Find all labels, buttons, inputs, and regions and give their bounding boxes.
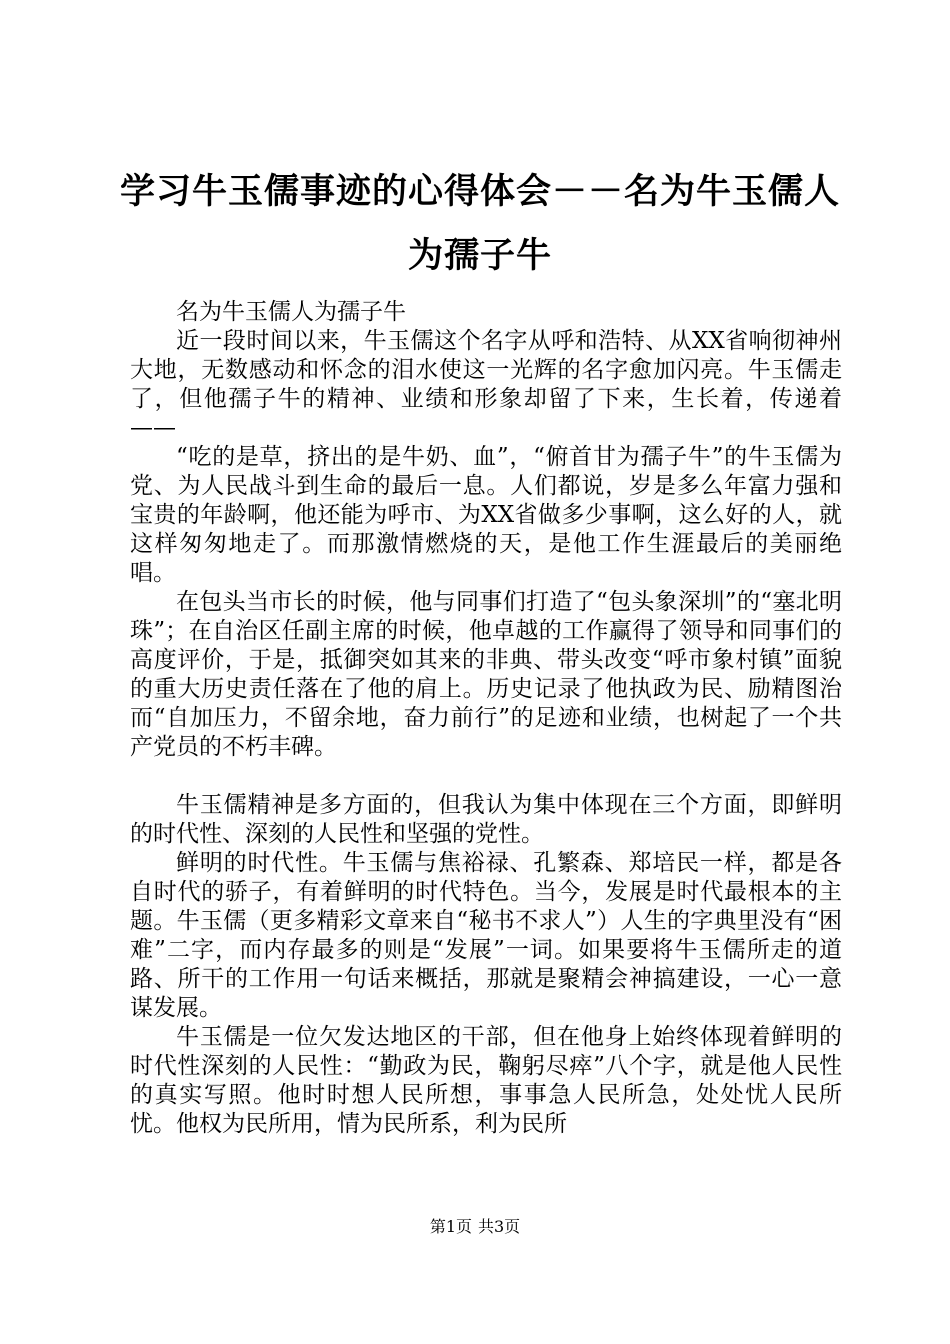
body-paragraph: 鲜明的时代性。牛玉儒与焦裕禄、孔繁森、郑培民一样，都是各自时代的骄子，有着鲜明的时代特色。当今，发展是时代最根本的主题。牛玉儒（更多精彩文章来自“秘书不求人”）人生的字典里没有“困难”二字，而内存最多的则是“发展”一词。如果要将牛玉儒所走的道路、所干的工作用一句话来概括，那就是聚精会神搞建设，一心一意谋发展。 bbox=[130, 850, 842, 1021]
body-paragraph: “吃的是草，挤出的是牛奶、血”，“俯首甘为孺子牛”的牛玉儒为党、为人民战斗到生命的最后一息。人们都说，岁是多么年富力强和宝贵的年龄啊，他还能为呼市、为XX省做多少事啊，这么好的人，就这样匆匆地走了。而那激情燃烧的天，是他工作生涯最后的美丽绝唱。 bbox=[130, 444, 842, 586]
page-total: 共3页 bbox=[478, 1217, 521, 1236]
page-footer bbox=[0, 1217, 950, 1237]
body-paragraph: 近一段时间以来，牛玉儒这个名字从呼和浩特、从XX省响彻神州大地，无数感动和怀念的泪水使这一光辉的名字愈加闪亮。牛玉儒走了，但他孺子牛的精神、业绩和形象却留了下来，生长着，传递着—— bbox=[130, 328, 842, 441]
document-title bbox=[110, 160, 850, 288]
title-line-1: 学习牛玉儒事迹的心得体会－－名为牛玉儒人 bbox=[119, 172, 840, 212]
subtitle-paragraph: 名为牛玉儒人为孺子牛 bbox=[176, 299, 406, 325]
page-number: 第1页 bbox=[429, 1217, 472, 1236]
title-line-2: 为孺子牛 bbox=[407, 236, 552, 276]
body-paragraph: 牛玉儒精神是多方面的，但我认为集中体现在三个方面，即鲜明的时代性、深刻的人民性和坚强的党性。 bbox=[130, 792, 842, 847]
blank-line bbox=[130, 762, 842, 791]
body-paragraph: 在包头当市长的时候，他与同事们打造了“包头象深圳”的“塞北明珠”；在自治区任副主席的时候，他卓越的工作赢得了领导和同事们的高度评价，于是，抵御突如其来的非典、带头改变“呼市象村镇”面貌的重大历史责任落在了他的肩上。历史记录了他执政为民、励精图治而“自加压力，不留余地，奋力前行”的足迹和业绩，也树起了一个共产党员的不朽丰碑。 bbox=[130, 589, 842, 760]
body-paragraph: 牛玉儒是一位欠发达地区的干部，但在他身上始终体现着鲜明的时代性深刻的人民性：“勤政为民，鞠躬尽瘁”八个字，就是他人民性的真实写照。他时时想人民所想，事事急人民所急，处处忧人民所忧。他权为民所用，情为民所系，利为民所 bbox=[130, 1024, 842, 1137]
document-body bbox=[130, 298, 842, 1139]
